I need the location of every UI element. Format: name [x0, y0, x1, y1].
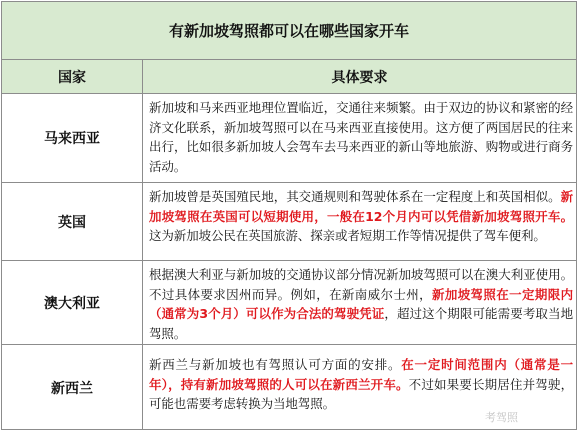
- requirement-cell: [149, 265, 573, 343]
- requirement-text: 新西兰与新加坡也有驾照认可方面的安排。: [149, 357, 402, 372]
- requirement-text: 新加坡曾是英国殖民地，其交通规则和驾驶体系在一定程度上和英国相似。: [149, 189, 561, 204]
- table-row-malaysia: [2, 94, 576, 183]
- table-row-new-zealand: [2, 345, 576, 430]
- requirement-highlight: 新加坡驾照在英国可以短期使用，一般在12个月内可以凭借新加坡驾照开车。: [149, 189, 573, 224]
- country-cell: 马来西亚: [44, 131, 100, 147]
- table-row-uk: [2, 183, 576, 261]
- watermark: 考驾照: [485, 411, 518, 424]
- requirement-text: 不过如果要长期居住并驾驶，可能也需要考虑转换为当地驾照。: [149, 376, 573, 411]
- requirement-cell: [149, 98, 573, 176]
- country-cell: 英国: [58, 214, 86, 231]
- table-row-australia: [2, 261, 576, 345]
- requirement-highlight: 在一定时间范围内（通常是一年），持有新加坡驾照的人可以在新西兰开车。: [149, 357, 573, 392]
- header-country: 国家: [58, 69, 86, 86]
- header-requirements: 具体要求: [331, 69, 388, 86]
- country-cell: 澳大利亚: [44, 295, 100, 312]
- requirement-cell: [149, 355, 573, 414]
- requirement-cell: [149, 187, 573, 246]
- country-cell: 新西兰: [51, 380, 93, 397]
- header-row: [2, 60, 576, 94]
- requirement-text: 根据澳大利亚与新加坡的交通协议部分情况新加坡驾照可以在澳大利亚使用。不过具体要求因州而异。例如，在新南威尔士州，: [149, 267, 573, 302]
- requirement-text: 新加坡和马来西亚地理位置临近，交通往来频繁。由于双边的协议和紧密的经济文化联系，新加坡驾照可以在马来西亚直接使用。这方便了两国居民的往来出行，比如很多新加坡人会驾车去马来西亚的新山等地旅游、购物或进行商务活动。: [149, 100, 573, 174]
- table-title: 有新加坡驾照都可以在哪些国家开车: [2, 2, 576, 60]
- requirement-text: 这为新加坡公民在英国旅游、探亲或者短期工作等情况提供了驾车便利。: [149, 228, 546, 243]
- license-table: [1, 1, 577, 430]
- requirement-text: ，超过这个期限可能需要考取当地驾照。: [149, 306, 573, 341]
- requirement-highlight: 新加坡驾照在一定期限内（通常为3个月）可以作为合法的驾驶凭证: [149, 286, 573, 321]
